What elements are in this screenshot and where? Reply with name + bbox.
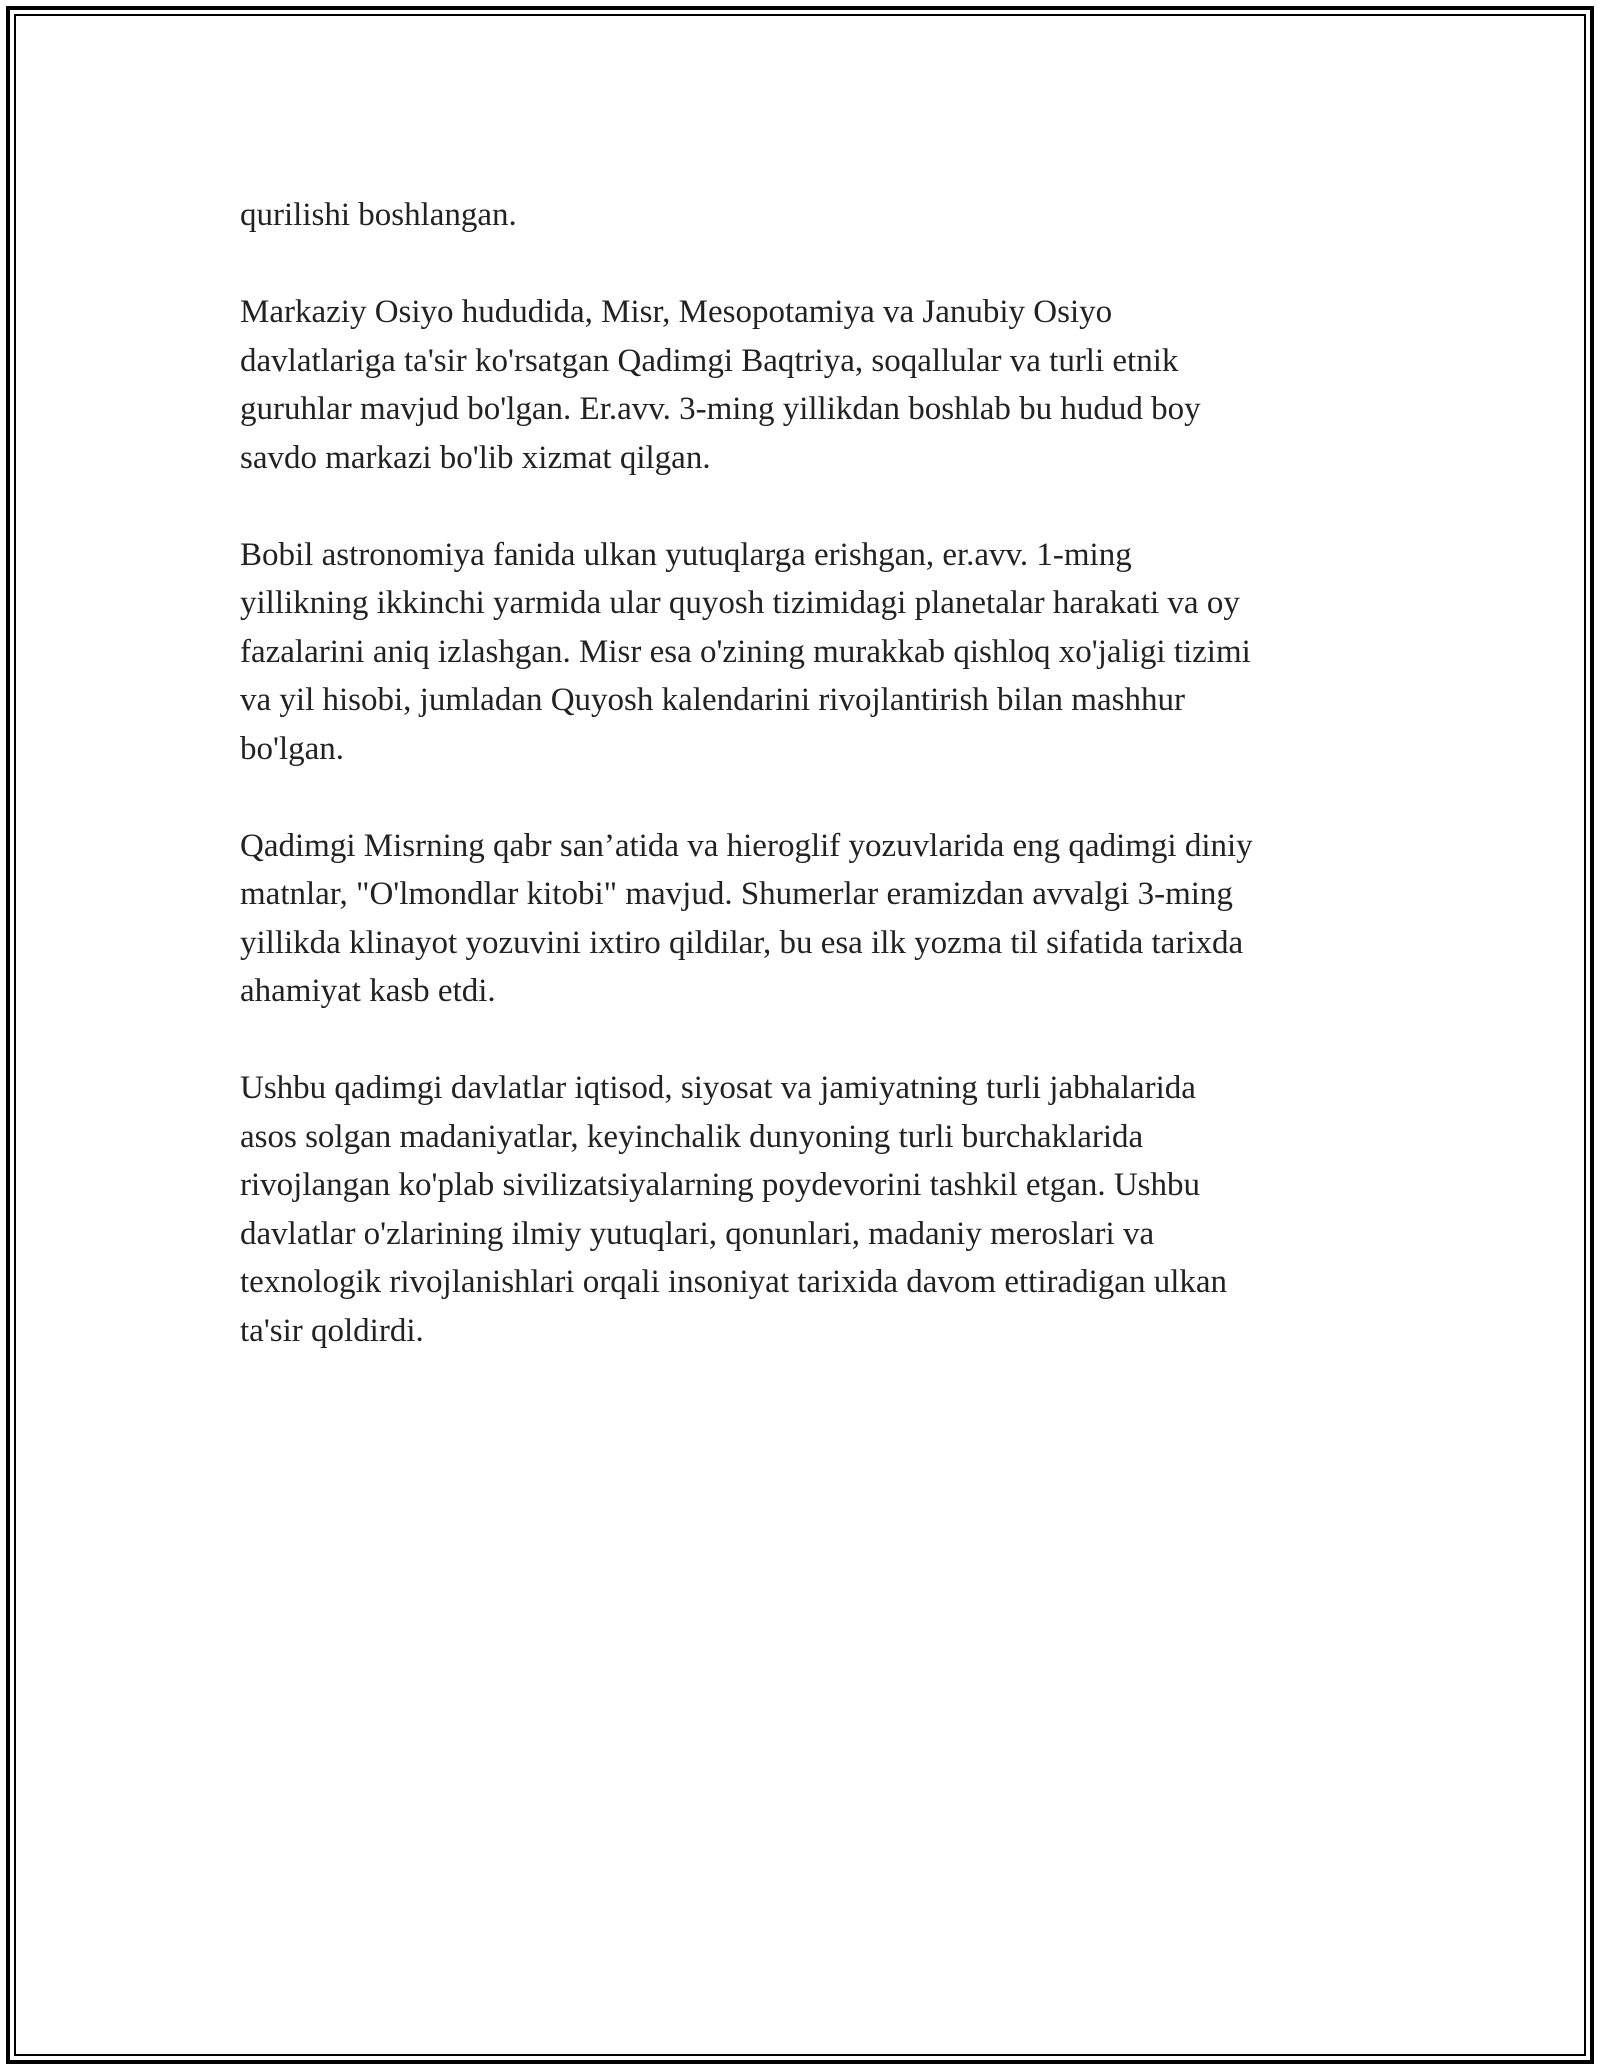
document-body <box>240 191 1390 1404</box>
paragraph-3: Bobil astronomiya fanida ulkan yutuqlarga erishgan, er.avv. 1-ming yillikning ikkinchi yarmida ular quyosh tizimidagi planetalar harakati va oy fazalarini aniq izlashgan. Misr esa o'zining murakkab qishloq xo'jaligi tizimi va yil hisobi, jumladan Quyosh kalendarini rivojlantirish bilan mashhur bo'lgan. <box>240 536 1251 767</box>
paragraph-4: Qadimgi Misrning qabr san’atida va hieroglif yozuvlarida eng qadimgi diniy matnlar, "O'lmondlar kitobi" mavjud. Shumerlar eramizdan avvalgi 3-ming yillikda klinayot yozuvini ixtiro qildilar, bu esa ilk yozma til sifatida tarixda ahamiyat kasb etdi. <box>240 827 1253 1009</box>
page-frame <box>6 6 1594 2064</box>
paragraph-5: Ushbu qadimgi davlatlar iqtisod, siyosat va jamiyatning turli jabhalarida asos solgan madaniyatlar, keyinchalik dunyoning turli burchaklarida rivojlangan ko'plab sivilizatsiyalarning poydevorini tashkil etgan. Ushbu davlatlar o'zlarining ilmiy yutuqlari, qonunlari, madaniy meroslari va texnologik rivojlanishlari orqali insoniyat tarixida davom ettiradigan ulkan ta'sir qoldirdi. <box>240 1070 1228 1349</box>
paragraph-2: Markaziy Osiyo hududida, Misr, Mesopotamiya va Janubiy Osiyo davlatlariga ta'sir ko'rsatgan Qadimgi Baqtriya, soqallular va turli etnik guruhlar mavjud bo'lgan. Er.avv. 3-ming yillikdan boshlab bu hudud boy savdo markazi bo'lib xizmat qilgan. <box>240 294 1201 476</box>
paragraph-1: qurilishi boshlangan. <box>240 197 517 233</box>
